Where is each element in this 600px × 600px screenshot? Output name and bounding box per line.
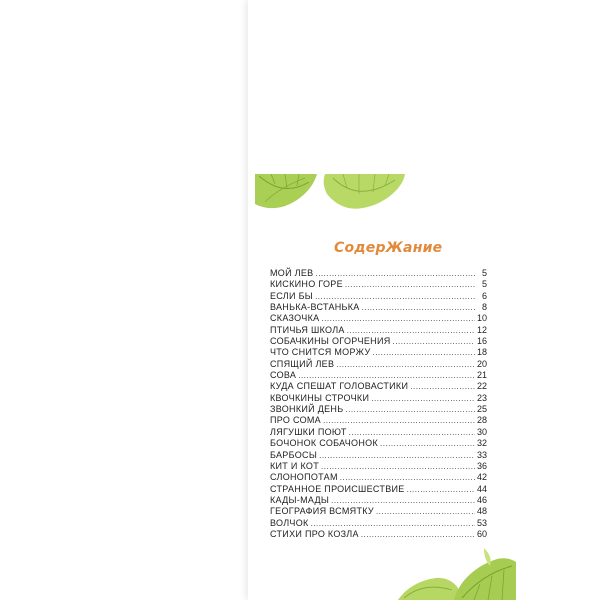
toc-leader-dots <box>298 370 475 381</box>
toc-entry <box>270 302 487 313</box>
toc-entry <box>270 381 487 392</box>
toc-leader-dots <box>362 302 475 313</box>
toc-entry-page: 12 <box>476 324 487 335</box>
toc-entry-title: КИТ И КОТ <box>270 460 320 471</box>
toc-leader-dots <box>311 518 475 529</box>
toc-entry-page: 21 <box>476 370 487 381</box>
toc-leader-dots <box>340 472 475 483</box>
toc-entry-page: 22 <box>476 381 487 392</box>
toc-leader-dots <box>345 404 475 415</box>
toc-entry <box>270 450 487 461</box>
toc-leader-dots <box>321 313 475 324</box>
toc-leader-dots <box>347 325 475 336</box>
contents-title: СодерЖание <box>334 240 443 256</box>
toc-entry <box>270 325 487 336</box>
toc-entry-page: 5 <box>481 268 487 278</box>
toc-entry-title: КИСКИНО ГОРЕ <box>270 279 343 290</box>
toc-leader-dots <box>393 336 475 347</box>
toc-entry-page: 36 <box>476 460 487 471</box>
toc-leader-dots <box>336 359 475 370</box>
toc-entry-title: ЛЯГУШКИ ПОЮТ <box>270 426 347 437</box>
table-of-contents <box>270 268 487 540</box>
toc-entry-title: ЕСЛИ БЫ <box>270 290 314 301</box>
toc-leader-dots <box>407 484 475 495</box>
toc-entry-page: 23 <box>476 392 487 403</box>
toc-entry <box>270 427 487 438</box>
toc-entry-title: БОЧОНОК СОБАЧОНОК <box>270 438 379 449</box>
toc-entry-title: ЧТО СНИТСЯ МОРЖУ <box>270 347 371 358</box>
toc-entry <box>270 438 487 449</box>
leaves-top-icon <box>255 174 415 226</box>
toc-entry-title: КВОЧКИНЫ СТРОЧКИ <box>270 392 370 403</box>
toc-entry-title: СПЯЩИЙ ЛЕВ <box>270 358 335 369</box>
toc-entry-title: КУДА СПЕШАТ ГОЛОВАСТИКИ <box>270 381 409 392</box>
toc-entry <box>270 415 487 426</box>
toc-entry-page: 46 <box>476 494 487 505</box>
toc-entry-page: 20 <box>476 358 487 369</box>
toc-leader-dots <box>331 495 475 506</box>
toc-entry <box>270 506 487 517</box>
toc-entry-page: 16 <box>476 336 487 347</box>
toc-leader-dots <box>349 427 475 438</box>
toc-entry-page: 10 <box>476 313 487 324</box>
toc-entry <box>270 495 487 506</box>
toc-entry-page: 30 <box>476 426 487 437</box>
toc-entry-title: СКАЗОЧКА <box>270 313 320 324</box>
toc-entry <box>270 472 487 483</box>
toc-entry-title: ПТИЧЬЯ ШКОЛА <box>270 324 345 335</box>
toc-leader-dots <box>323 415 475 426</box>
toc-leader-dots <box>319 450 475 461</box>
toc-entry-title: СТРАННОЕ ПРОИСШЕСТВИЕ <box>270 483 405 494</box>
toc-entry-title: ВАНЬКА-ВСТАНЬКА <box>270 302 360 313</box>
toc-leader-dots <box>361 529 475 540</box>
toc-leader-dots <box>410 381 475 392</box>
toc-entry-page: 28 <box>476 415 487 426</box>
toc-entry-title: ЗВОНКИЙ ДЕНЬ <box>270 404 344 415</box>
toc-entry-page: 18 <box>476 347 487 358</box>
toc-entry <box>270 370 487 381</box>
toc-leader-dots <box>345 279 475 290</box>
toc-entry <box>270 347 487 358</box>
toc-entry-title: СЛОНОПОТАМ <box>270 472 338 483</box>
toc-entry <box>270 393 487 404</box>
toc-leader-dots <box>315 268 475 279</box>
toc-entry <box>270 404 487 415</box>
toc-entry-page: 42 <box>476 472 487 483</box>
toc-entry-title: СОБАЧКИНЫ ОГОРЧЕНИЯ <box>270 336 391 347</box>
toc-leader-dots <box>380 438 475 449</box>
toc-leader-dots <box>372 347 475 358</box>
toc-entry-title: ВОЛЧОК <box>270 517 309 528</box>
toc-entry-page: 33 <box>476 449 487 460</box>
toc-entry-page: 5 <box>481 279 487 290</box>
toc-entry <box>270 268 487 279</box>
toc-entry-title: СТИХИ ПРО КОЗЛА <box>270 528 359 539</box>
toc-entry <box>270 291 487 302</box>
toc-entry <box>270 336 487 347</box>
toc-entry-title: БАРБОСЫ <box>270 449 318 460</box>
toc-entry-title: СОВА <box>270 370 297 381</box>
toc-entry <box>270 484 487 495</box>
toc-entry-page: 60 <box>476 528 487 539</box>
toc-entry-page: 8 <box>481 302 487 313</box>
toc-entry <box>270 461 487 472</box>
leaves-bottom-icon <box>398 548 518 600</box>
toc-leader-dots <box>376 506 475 517</box>
toc-entry-title: ГЕОГРАФИЯ ВСМЯТКУ <box>270 506 374 517</box>
toc-entry <box>270 313 487 324</box>
toc-leader-dots <box>371 393 475 404</box>
toc-entry-title: ПРО СОМА <box>270 415 321 426</box>
toc-entry-page: 53 <box>476 517 487 528</box>
toc-entry-title: МОЙ ЛЕВ <box>270 268 314 278</box>
toc-entry-title: КАДЫ-МАДЫ <box>270 494 330 505</box>
toc-entry <box>270 279 487 290</box>
toc-entry-page: 25 <box>476 404 487 415</box>
toc-entry <box>270 529 487 540</box>
toc-entry-page: 32 <box>476 438 487 449</box>
toc-entry-page: 6 <box>481 290 487 301</box>
toc-entry <box>270 359 487 370</box>
toc-leader-dots <box>321 461 475 472</box>
toc-entry-page: 44 <box>476 483 487 494</box>
toc-entry-page: 48 <box>476 506 487 517</box>
toc-leader-dots <box>315 291 475 302</box>
toc-entry <box>270 518 487 529</box>
